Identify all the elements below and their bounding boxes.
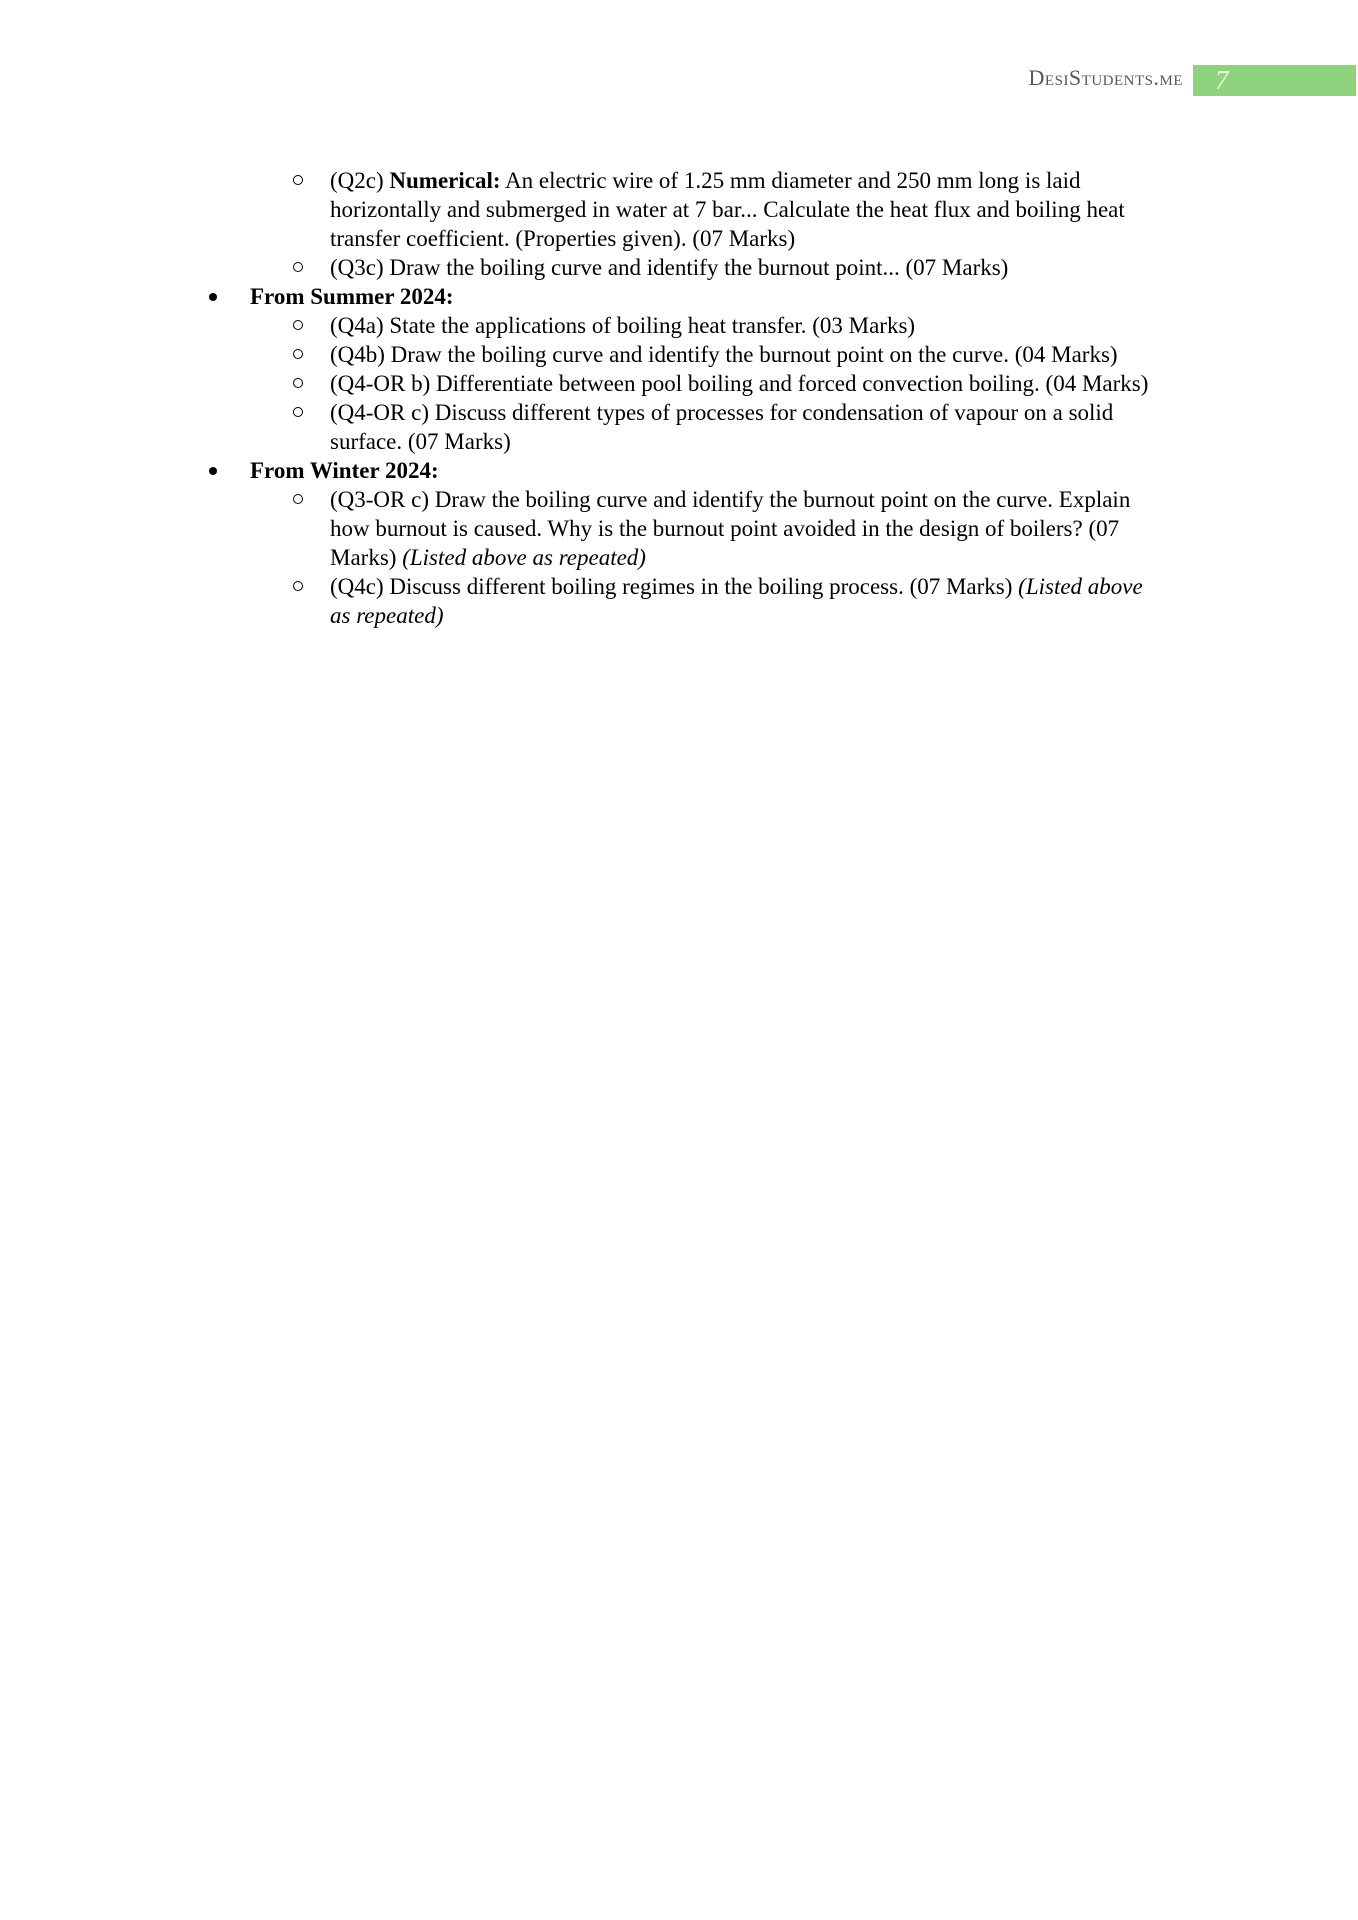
bullet-circle-icon [293, 320, 303, 330]
page-number: 7 [1215, 65, 1229, 95]
list-item-text: (Q4-OR b) Differentiate between pool boiling and forced convection boiling. (04 Marks) [330, 371, 1149, 396]
list-item-sub [0, 398, 1158, 456]
list-item-text: (Q2c) Numerical: An electric wire of 1.25 mm diameter and 250 mm long is laid horizontally and submerged in water at 7 bar... Calculate the heat flux and boiling heat transfer coefficient. (Properties given). (07 Marks) [330, 168, 1125, 251]
list-item-text: (Q4a) State the applications of boiling heat transfer. (03 Marks) [330, 313, 916, 338]
content-list [0, 166, 1358, 630]
bullet-circle-icon [293, 581, 303, 591]
list-item-text: From Summer 2024: [250, 284, 454, 309]
bullet-circle-icon [293, 349, 303, 359]
list-item-sub [0, 253, 1158, 282]
list-item-main [0, 456, 1158, 485]
list-item-sub [0, 166, 1158, 253]
page-number-badge [1193, 65, 1356, 96]
site-name: DesiStudents.me [1028, 65, 1183, 90]
list-item-text: (Q3-OR c) Draw the boiling curve and identify the burnout point on the curve. Explain how burnout is caused. Why is the burnout point avoided in the design of boilers? (07 Marks) (Listed above as repeated) [330, 487, 1131, 570]
list-item-sub [0, 572, 1158, 630]
list-item-text: (Q4-OR c) Discuss different types of processes for condensation of vapour on a solid surface. (07 Marks) [330, 400, 1114, 454]
bullet-circle-icon [293, 378, 303, 388]
list-item-main [0, 282, 1158, 311]
list-item-sub [0, 340, 1158, 369]
list-item-sub [0, 485, 1158, 572]
list-item-sub [0, 369, 1158, 398]
list-item-text: (Q4b) Draw the boiling curve and identify the burnout point on the curve. (04 Marks) [330, 342, 1118, 367]
list-item-text: From Winter 2024: [250, 458, 439, 483]
bullet-disc-icon [209, 293, 217, 301]
list-item-sub [0, 311, 1158, 340]
bullet-circle-icon [293, 175, 303, 185]
page-header [0, 0, 1358, 110]
bullet-disc-icon [209, 467, 217, 475]
bullet-circle-icon [293, 262, 303, 272]
list-item-text: (Q3c) Draw the boiling curve and identify the burnout point... (07 Marks) [330, 255, 1009, 280]
bullet-circle-icon [293, 407, 303, 417]
bullet-circle-icon [293, 494, 303, 504]
list-item-text: (Q4c) Discuss different boiling regimes in the boiling process. (07 Marks) (Listed above as repeated) [330, 574, 1143, 628]
